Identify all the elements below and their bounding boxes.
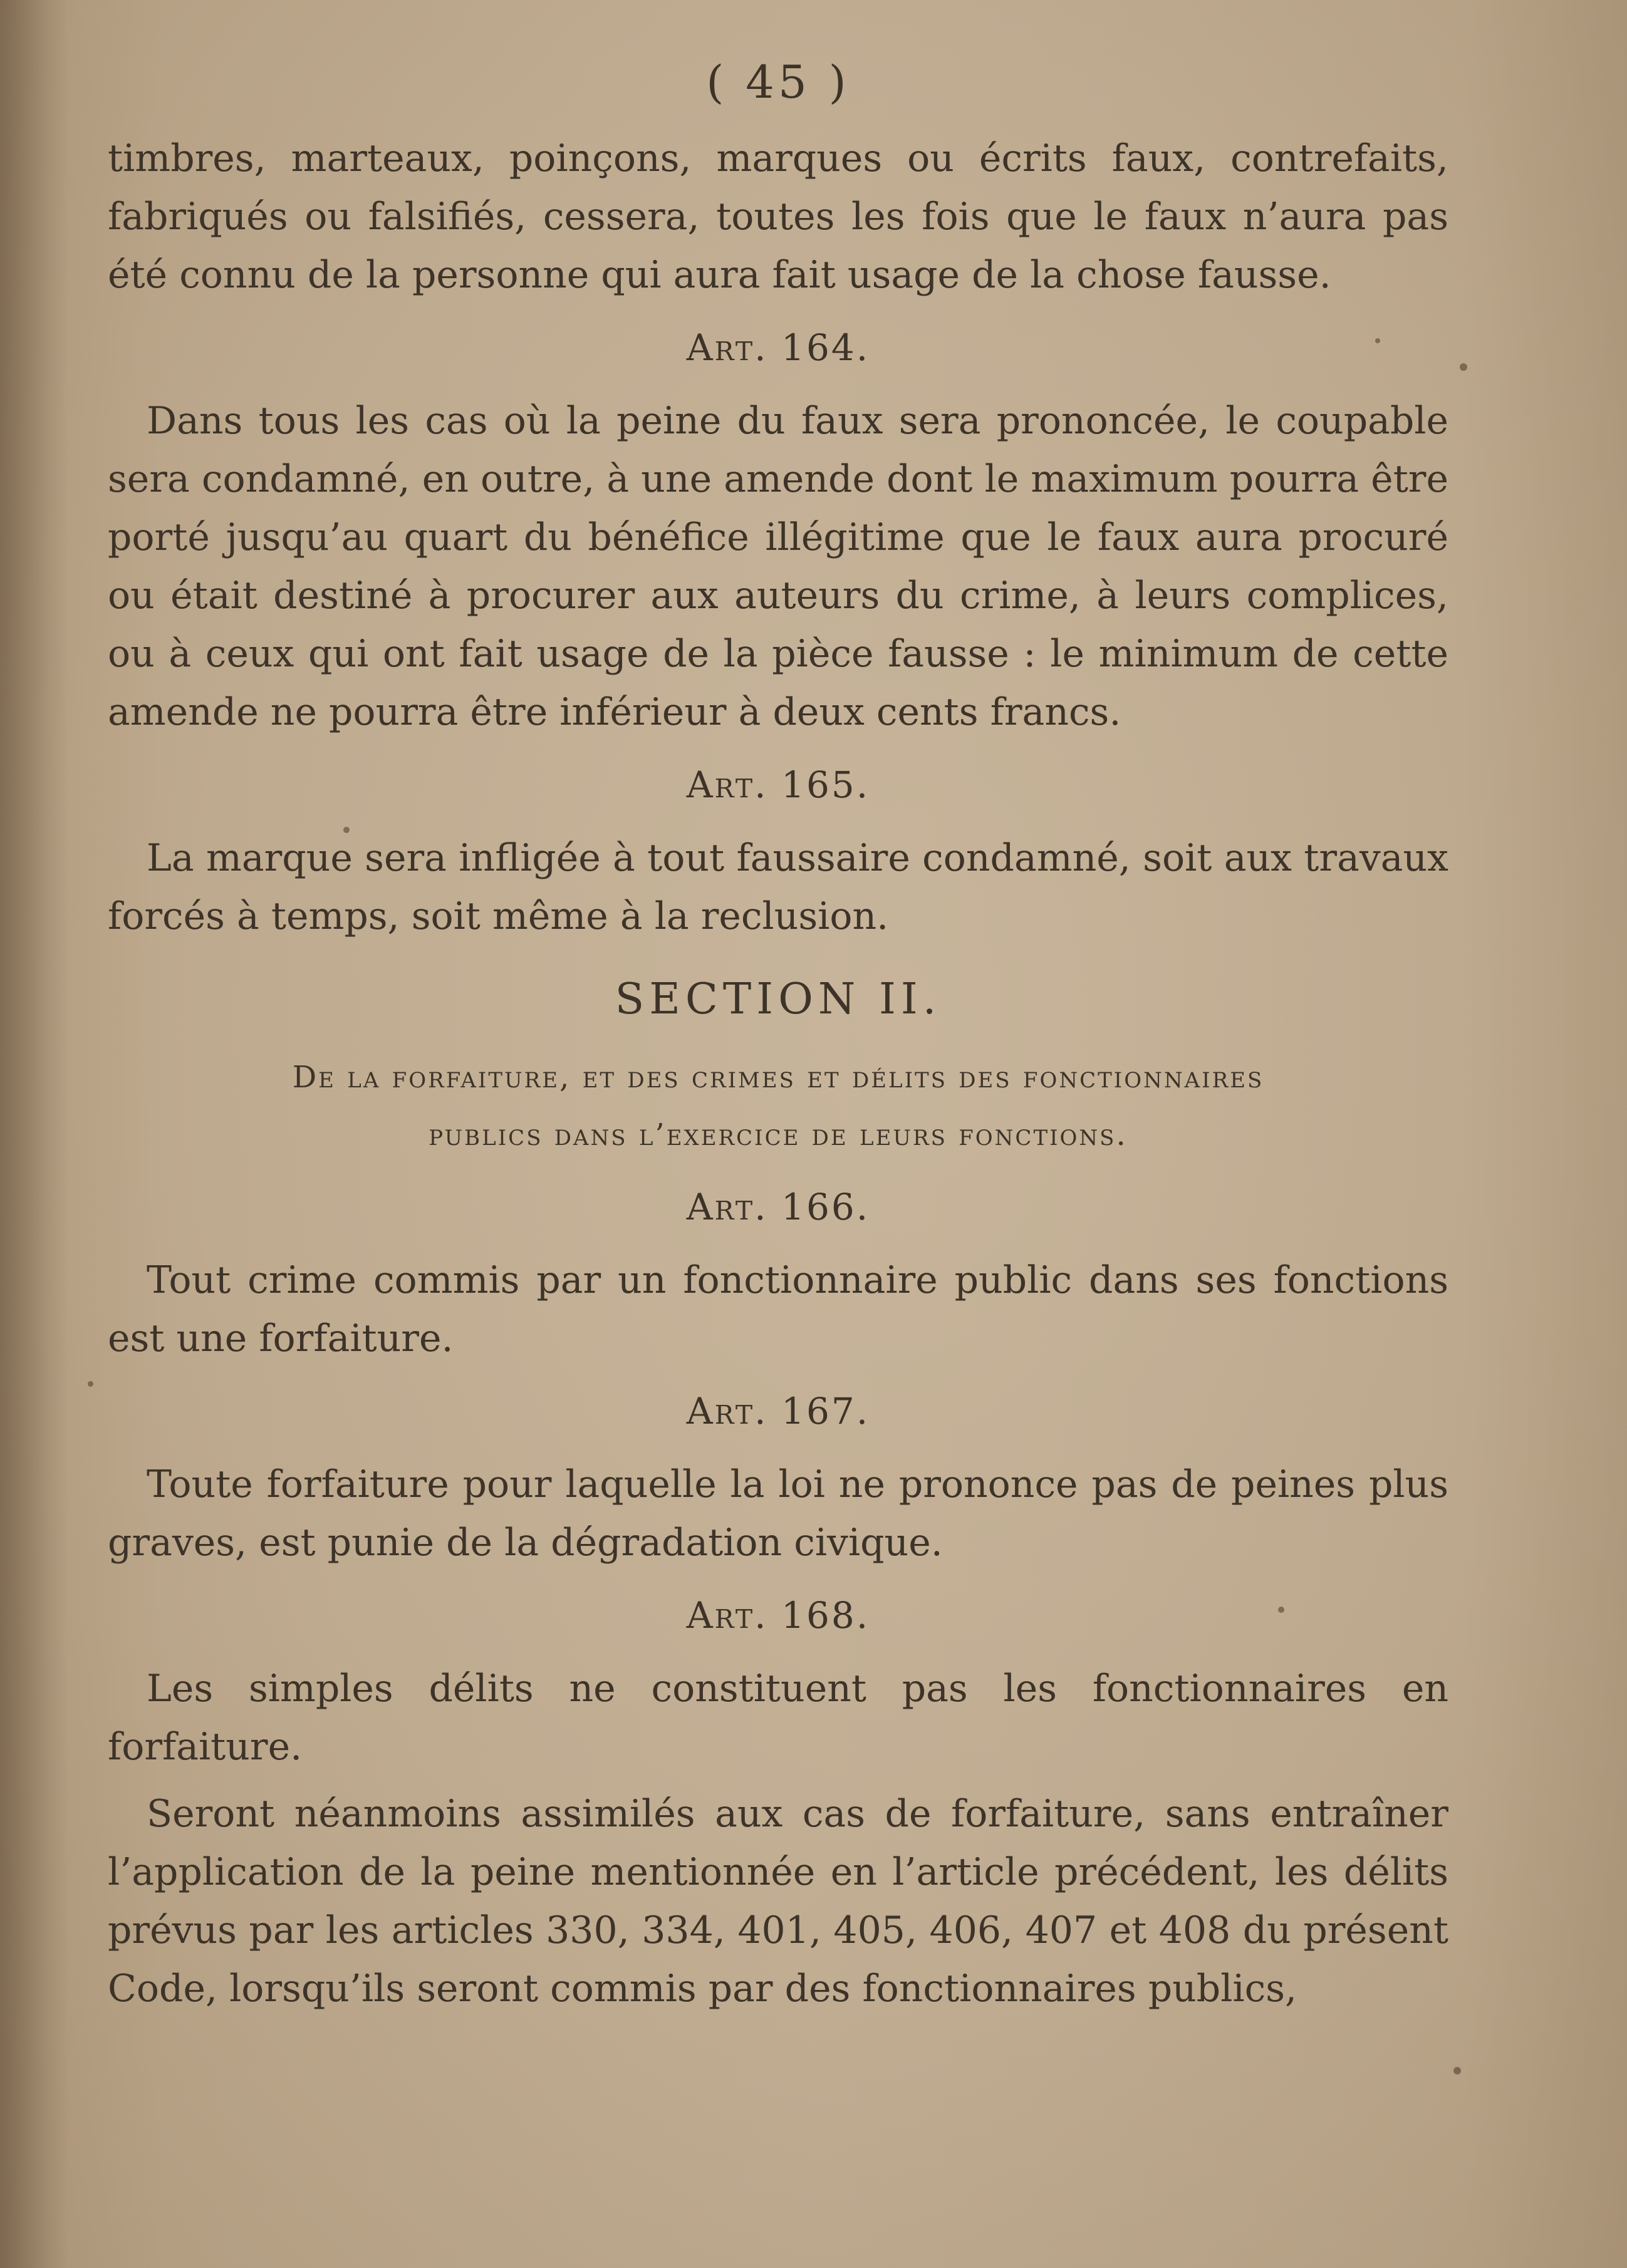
section-subtitle-line-2: publics dans l’exercice de leurs fonctions.	[429, 1117, 1128, 1152]
section-subtitle-line-1: De la forfaiture, et des crimes et délits des fonctionnaires	[292, 1060, 1264, 1095]
article-165-paragraph: La marque sera infligée à tout faussaire condamné, soit aux travaux forcés à temps, soit même à la reclusion.	[108, 836, 1448, 938]
section-subtitle	[108, 1049, 1448, 1164]
page-text	[108, 56, 1448, 2018]
paper-speck	[1453, 2067, 1461, 2074]
article-166-heading: Art. 166.	[686, 1186, 870, 1228]
article-167-heading: Art. 167.	[686, 1390, 870, 1432]
article-165-heading: Art. 165.	[686, 764, 870, 806]
article-166-paragraph: Tout crime commis par un fonctionnaire public dans ses fonctions est une forfaiture.	[108, 1258, 1448, 1360]
binding-shadow	[0, 0, 69, 2268]
article-164-heading: Art. 164.	[686, 326, 870, 369]
paper-speck	[88, 1381, 93, 1387]
article-168-paragraph-2: Seront néanmoins assimilés aux cas de forfaiture, sans entraîner l’application de la peine mentionnée en l’article précédent, les délits prévus par les articles 330, 334, 401, 405, 406, 407 et 408 du présent Code, lorsqu’ils seront commis par des fonctionnaires publics,	[108, 1792, 1448, 2011]
article-167-paragraph: Toute forfaiture pour laquelle la loi ne prononce pas de peines plus graves, est punie de la dégradation civique.	[108, 1463, 1448, 1565]
article-168-heading: Art. 168.	[686, 1594, 870, 1637]
article-168-paragraph-1: Les simples délits ne constituent pas les fonctionnaires en forfaiture.	[108, 1667, 1448, 1769]
article-164-paragraph: Dans tous les cas où la peine du faux sera prononcée, le coupable sera condamné, en outre, à une amende dont le maximum pourra être porté jusqu’au quart du bénéfice illégitime que le faux aura procuré ou était destiné à procurer aux auteurs du crime, à leurs complices, ou à ceux qui ont fait usage de la pièce fausse : le minimum de cette amende ne pourra être inférieur à deux cents francs.	[108, 399, 1448, 734]
section-title: SECTION II.	[615, 975, 942, 1024]
paper-speck	[1460, 363, 1467, 371]
continuation-paragraph: timbres, marteaux, poinçons, marques ou écrits faux, contrefaits, fabriqués ou falsifiés, cessera, toutes les fois que le faux n’aura pas été connu de la personne qui aura fait usage de la chose fausse.	[108, 137, 1448, 297]
page-number: ( 45 )	[706, 56, 850, 108]
